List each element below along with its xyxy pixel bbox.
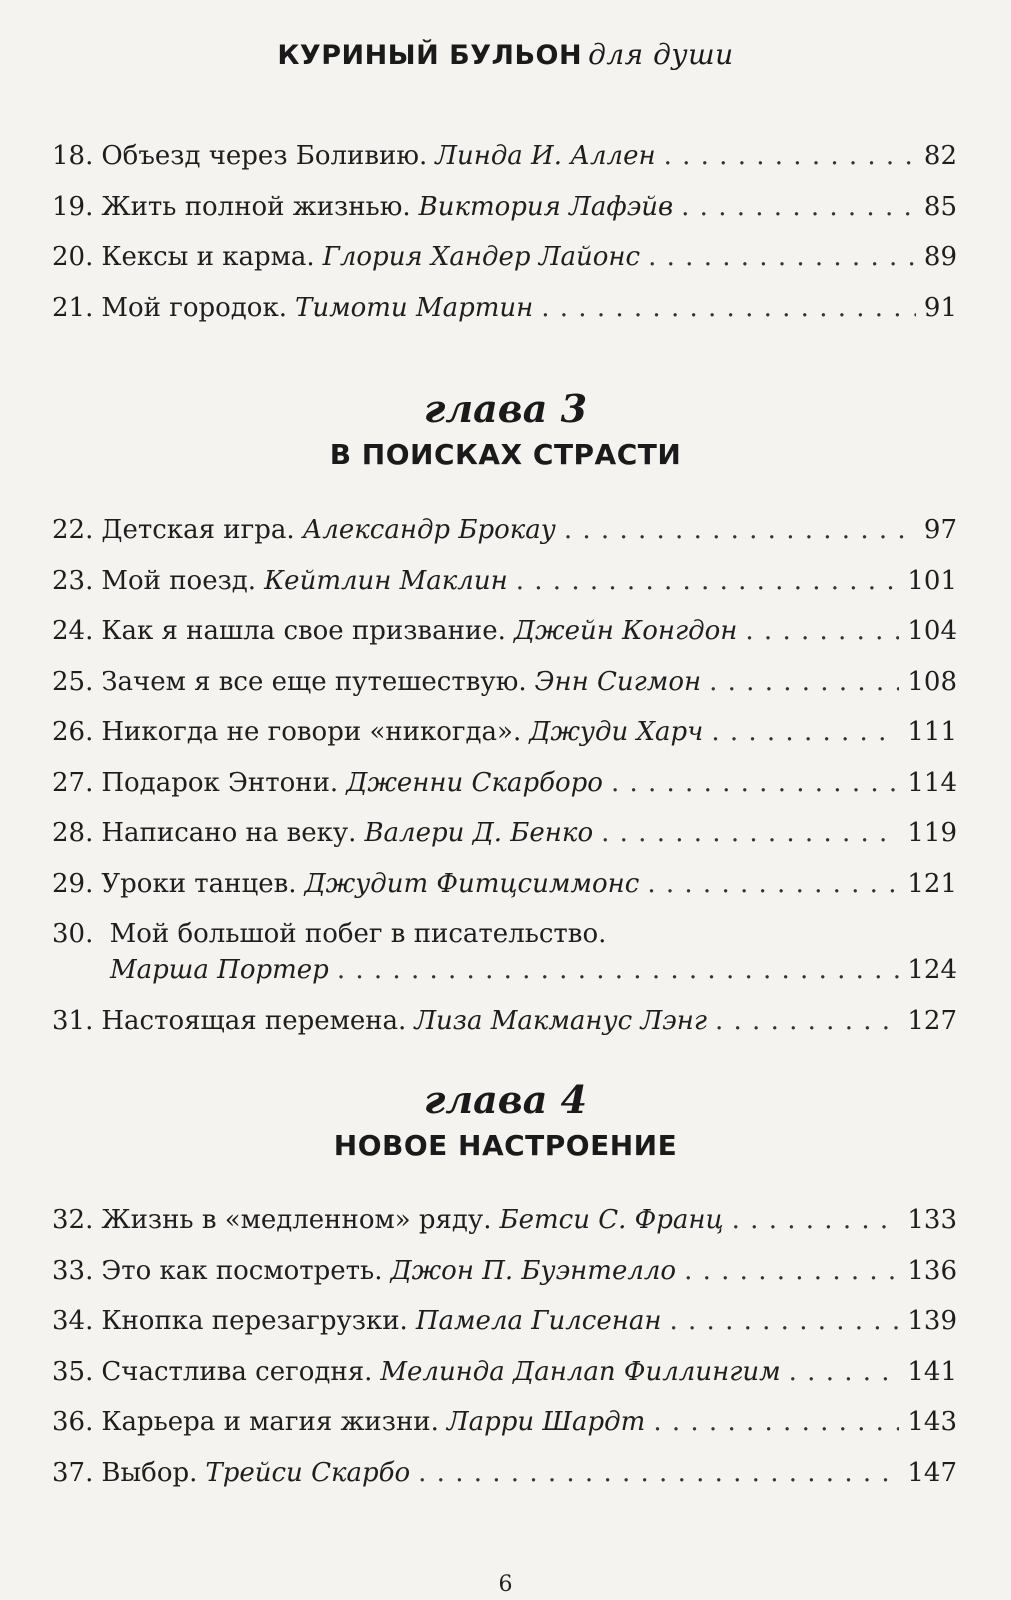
entry-title: Кнопка перезагрузки.: [101, 1306, 408, 1336]
entry-number: 36.: [52, 1407, 94, 1437]
entry-number: 32.: [52, 1205, 94, 1235]
dot-leader: [337, 952, 900, 988]
toc-entry[interactable]: [52, 1195, 957, 1246]
dot-leader: [715, 996, 899, 1047]
chapter-title: НОВОЕ НАСТРОЕНИЕ: [333, 1129, 678, 1162]
toc-entry[interactable]: [52, 1397, 957, 1448]
entry-title: Никогда не говори «никогда».: [101, 717, 522, 747]
entry-page: 139: [907, 1306, 957, 1336]
entry-title: Детская игра.: [101, 515, 295, 545]
toc-entry[interactable]: [52, 606, 957, 657]
dot-leader: [601, 808, 899, 859]
entry-author: Валери Д. Бенко: [364, 818, 594, 848]
entry-title: Выбор.: [101, 1457, 198, 1488]
entry-page: 111: [907, 717, 957, 747]
running-head-script: для души: [588, 38, 734, 71]
dot-leader: [647, 859, 899, 910]
dot-leader: [732, 1195, 900, 1246]
page-number: 6: [498, 1572, 513, 1597]
entry-page: 97: [923, 515, 957, 545]
entry-title: Кексы и карма.: [101, 242, 315, 272]
entry-number: 19.: [52, 191, 94, 222]
toc-entry[interactable]: [52, 1296, 957, 1347]
entry-number: 31.: [52, 1006, 94, 1036]
entry-title: Объезд через Боливию.: [101, 141, 428, 171]
dot-leader: [789, 1347, 900, 1398]
entry-title: Уроки танцев.: [101, 868, 297, 899]
entry-page: 85: [923, 191, 957, 222]
toc-entry[interactable]: [52, 657, 957, 708]
entry-line-2: [52, 952, 957, 996]
entry-author: Линда И. Аллен: [435, 141, 656, 171]
entry-line-1: [52, 916, 957, 952]
entry-number: 21.: [52, 292, 94, 323]
toc-entry[interactable]: [52, 1448, 957, 1499]
entry-number: 25.: [52, 666, 94, 697]
toc-block-1: [52, 131, 957, 333]
entry-author: Глория Хандер Лайонс: [322, 242, 641, 272]
running-head-title: КУРИНЫЙ БУЛЬОН: [277, 40, 583, 71]
entry-page: 108: [907, 666, 957, 697]
entry-title: Как я нашла свое призвание.: [101, 616, 506, 646]
entry-title: Это как посмотреть.: [101, 1255, 383, 1286]
entry-number: 30.: [52, 919, 94, 949]
entry-title: Счастлива сегодня.: [101, 1356, 373, 1387]
entry-title: Жизнь в «медленном» ряду.: [101, 1205, 492, 1235]
entry-page: 127: [907, 1006, 957, 1036]
entry-title: Зачем я все еще путешествую.: [101, 666, 527, 697]
entry-number: 28.: [52, 818, 94, 848]
dot-leader: [653, 1397, 899, 1448]
entry-page: 114: [907, 767, 957, 798]
entry-author: Мелинда Данлап Филлингим: [380, 1356, 781, 1387]
entry-title: Настоящая перемена.: [101, 1006, 407, 1036]
chapter-label: глава 3: [423, 386, 588, 431]
chapter-4-heading: [0, 1076, 1011, 1168]
entry-page: 141: [907, 1356, 957, 1387]
dot-leader: [564, 505, 916, 556]
running-head: [0, 38, 1011, 71]
toc-entry[interactable]: [52, 859, 957, 910]
entry-page: 89: [923, 242, 957, 272]
entry-number: 35.: [52, 1356, 94, 1387]
entry-number: 20.: [52, 242, 94, 272]
entry-author: Александр Брокау: [302, 515, 556, 545]
entry-author: Дженни Скарборо: [346, 767, 603, 798]
entry-page: 136: [907, 1255, 957, 1286]
entry-author: Кейтлин Маклин: [264, 565, 508, 596]
entry-author: Джуди Харч: [529, 717, 704, 747]
entry-author: Лиза Макманус Лэнг: [414, 1006, 707, 1036]
entry-number: 26.: [52, 717, 94, 747]
entry-author: Джон П. Буэнтелло: [390, 1255, 677, 1286]
toc-entry[interactable]: [52, 556, 957, 607]
entry-author: Джейн Конгдон: [513, 616, 738, 646]
toc-entry[interactable]: [52, 283, 957, 334]
dot-leader: [516, 556, 900, 607]
entry-number: 27.: [52, 767, 94, 798]
toc-entry[interactable]: [52, 232, 957, 283]
entry-author: Энн Сигмон: [534, 666, 702, 697]
entry-page: 101: [907, 565, 957, 596]
entry-title: Подарок Энтони.: [101, 767, 339, 798]
toc-entry[interactable]: [52, 808, 957, 859]
entry-number: 34.: [52, 1306, 94, 1336]
chapter-3-heading: [0, 385, 1011, 477]
toc-entry[interactable]: [52, 1246, 957, 1297]
entry-page: 147: [907, 1457, 957, 1488]
toc-entry[interactable]: [52, 182, 957, 233]
entry-author: Бетси С. Франц: [499, 1205, 724, 1235]
dot-leader: [709, 657, 899, 708]
dot-leader: [745, 606, 899, 657]
toc-entry[interactable]: [52, 707, 957, 758]
entry-page: 82: [923, 141, 957, 171]
toc-block-3: [52, 1195, 957, 1498]
entry-number: 37.: [52, 1457, 94, 1488]
dot-leader: [418, 1448, 899, 1499]
dot-leader: [684, 1246, 899, 1297]
dot-leader: [711, 707, 899, 758]
entry-title: Мой поезд.: [101, 565, 257, 596]
toc-entry[interactable]: [52, 1347, 957, 1398]
entry-title: Написано на веку.: [101, 818, 357, 848]
entry-page: 133: [907, 1205, 957, 1235]
dot-leader: [669, 1296, 899, 1347]
entry-number: 18.: [52, 141, 94, 171]
entry-title: Карьера и магия жизни.: [101, 1407, 439, 1437]
entry-author: Виктория Лафэйв: [418, 191, 674, 222]
toc-entry[interactable]: [52, 505, 957, 556]
entry-author: Марша Портер: [110, 955, 329, 985]
entry-author: Тимоти Мартин: [294, 292, 534, 323]
chapter-label: глава 4: [423, 1077, 588, 1122]
chapter-title: В ПОИСКАХ СТРАСТИ: [329, 438, 682, 471]
entry-page: 124: [907, 955, 957, 985]
entry-page: 91: [923, 292, 957, 323]
entry-number: 23.: [52, 565, 94, 596]
entry-number: 24.: [52, 616, 94, 646]
dot-leader: [648, 232, 916, 283]
toc-entry[interactable]: [52, 758, 957, 809]
toc-entry-two-line[interactable]: [52, 909, 957, 996]
toc-block-2: [52, 505, 957, 1047]
entry-title: Мой большой побег в писательство.: [109, 919, 607, 949]
dot-leader: [681, 182, 916, 233]
entry-page: 143: [907, 1407, 957, 1437]
entry-title: Жить полной жизнью.: [101, 191, 411, 222]
entry-title: Мой городок.: [101, 292, 287, 323]
toc-entry[interactable]: [52, 996, 957, 1047]
entry-number: 33.: [52, 1255, 94, 1286]
entry-page: 121: [907, 868, 957, 899]
dot-leader: [611, 758, 899, 809]
dot-leader: [541, 283, 916, 334]
entry-author: Трейси Скарбо: [205, 1457, 411, 1488]
entry-author: Джудит Фитцсиммонс: [304, 868, 640, 899]
entry-number: 22.: [52, 515, 94, 545]
dot-leader: [664, 131, 916, 182]
toc-entry[interactable]: [52, 131, 957, 182]
entry-page: 119: [907, 818, 957, 848]
entry-author: Ларри Шардт: [446, 1407, 646, 1437]
entry-page: 104: [907, 616, 957, 646]
entry-number: 29.: [52, 868, 94, 899]
entry-author: Памела Гилсенан: [415, 1306, 662, 1336]
